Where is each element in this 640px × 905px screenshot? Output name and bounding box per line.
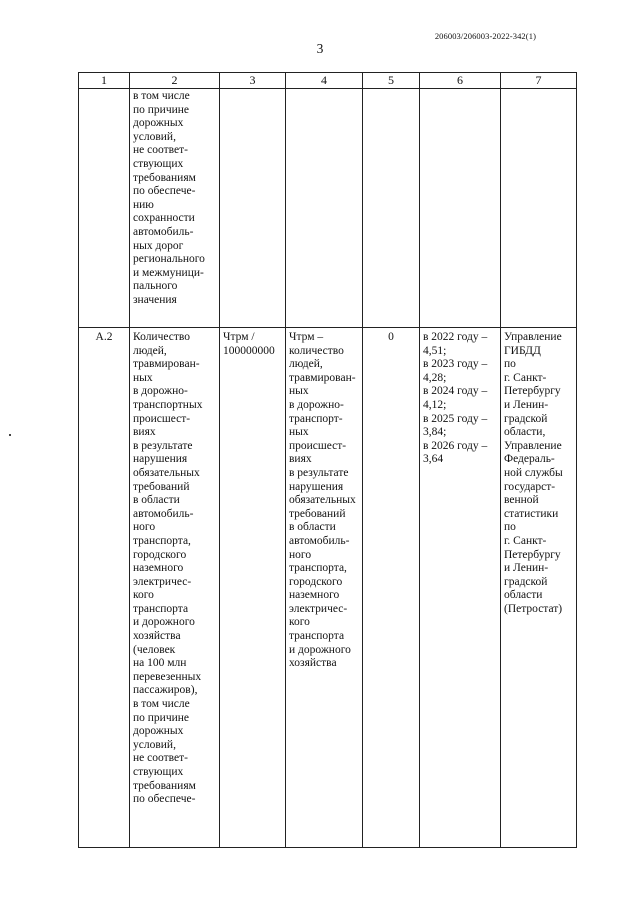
column-header: 6 [420,73,501,89]
data-source-cell: Управление ГИБДД по г. Санкт- Петербургу и Ленин- градской области, Управление Федераль- ной службы государст- венной статистики по г. Санкт- Петербургу и Ленин- градской области (Петростат) [501,328,577,848]
indicator-table [78,72,577,848]
page-number: 3 [316,41,324,56]
column-header: 3 [220,73,286,89]
base-value-cell [363,89,420,328]
indicator-name-cell: Количество людей, травмирован- ных в дорожно- транспортных происшест- виях в результате нарушения обязательных требований в области автомобиль- ного транспорта, городского наземного электричес- кого транспорта и дорожного хозяйства (человек на 100 млн перевезенных пассажиров), в том числе по причине дорожных условий, не соответ- ствующих требованиям по обеспече- [130,328,220,848]
column-header: 7 [501,73,577,89]
formula-cell [220,89,286,328]
data-source-cell [501,89,577,328]
table-header-row [79,73,577,89]
formula-cell: Чтрм / 100000000 [220,328,286,848]
table-row [79,328,577,848]
column-header: 5 [363,73,420,89]
indicator-name-cell: в том числе по причине дорожных условий, не соответ- ствующих требованиям по обеспече- нию сохранности автомобиль- ных дорог регионального и межмуници- пального значения [130,89,220,328]
column-header: 1 [79,73,130,89]
scan-speck [9,434,11,436]
formula-explanation-cell [286,89,363,328]
document-id: 206003/206003-2022-342(1) [434,31,536,41]
column-header: 4 [286,73,363,89]
row-number-cell [79,89,130,328]
base-value-cell: 0 [363,328,420,848]
formula-explanation-cell: Чтрм – количество людей, травмирован- ных в дорожно- транспорт- ных происшест- виях в результате нарушения обязательных требований в области автомобиль- ного транспорта, городского наземного электричес- кого транспорта и дорожного хозяйства [286,328,363,848]
column-header: 2 [130,73,220,89]
target-values-cell: в 2022 году – 4,51; в 2023 году – 4,28; в 2024 году – 4,12; в 2025 году – 3,84; в 2026 году – 3,64 [420,328,501,848]
target-values-cell [420,89,501,328]
table-row [79,89,577,328]
row-number-cell: А.2 [79,328,130,848]
